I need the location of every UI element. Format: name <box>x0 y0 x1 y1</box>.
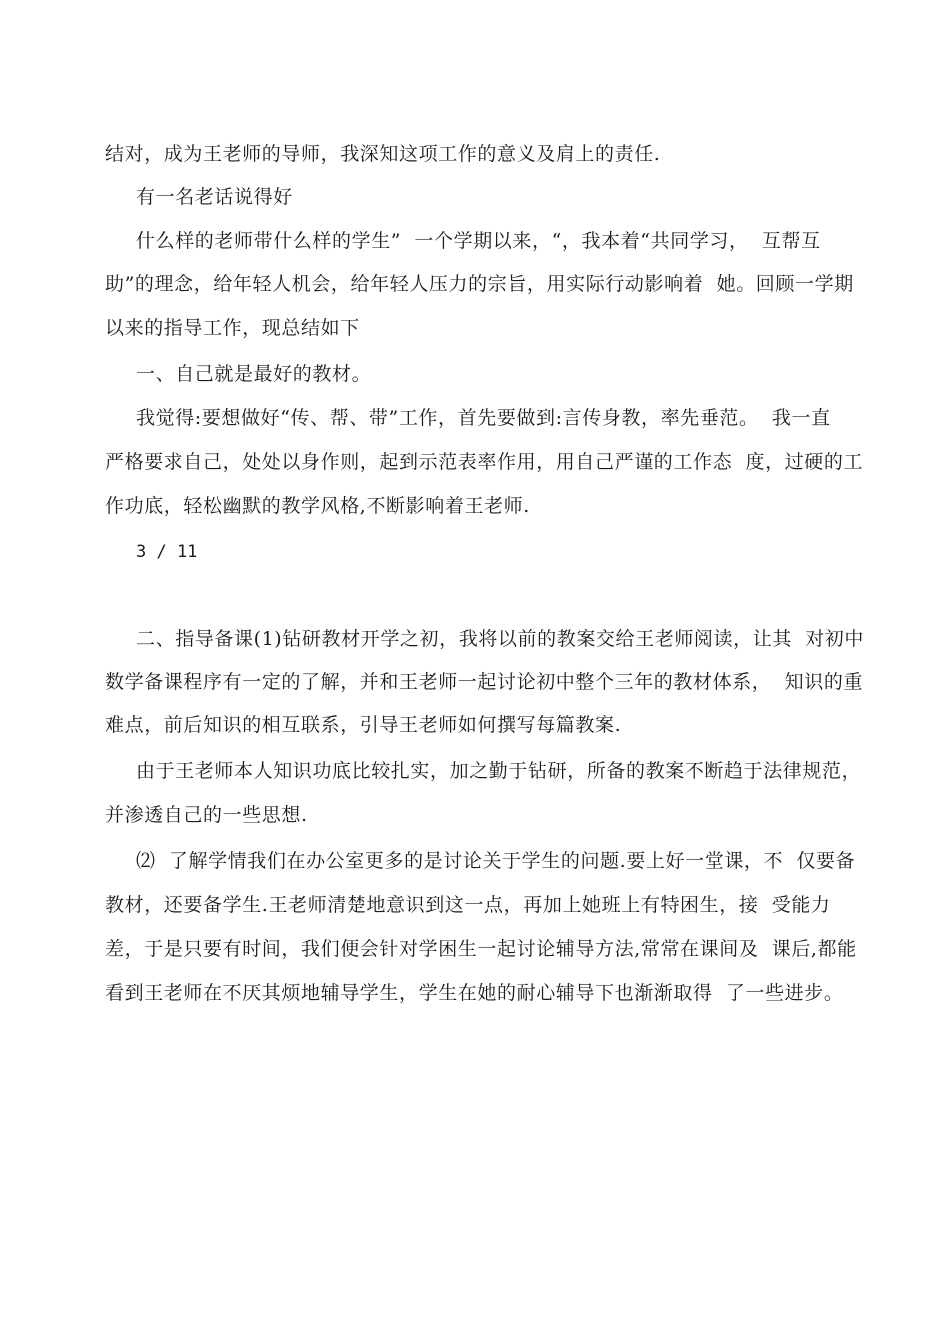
paragraph-line: ⑵ 了解学情我们在办公室更多的是讨论关于学生的问题.要上好一堂课，不 仅要备 <box>136 850 856 872</box>
paragraph-line: 什么样的老师带什么样的学生” 一个学期以来，“，我本着“共同学习， 互帮互 <box>136 230 821 252</box>
paragraph-line: 教材，还要备学生.王老师清楚地意识到这一点，再加上她班上有特困生，接 受能力 <box>105 894 831 916</box>
paragraph-line: 看到王老师在不厌其烦地辅导学生，学生在她的耐心辅导下也渐渐取得 了一些进步。 <box>105 982 844 1004</box>
paragraph-line: 差，于是只要有时间，我们便会针对学困生一起讨论辅导方法,常常在课间及 课后,都能 <box>105 938 857 960</box>
paragraph-line: 由于王老师本人知识功底比较扎实，加之勤于钻研，所备的教案不断趋于法律规范， <box>136 760 862 782</box>
paragraph-line: 并渗透自己的一些思想. <box>105 804 308 826</box>
section-heading: 二、指导备课(1)钻研教材开学之初，我将以前的教案交给王老师阅读，让其 对初中 <box>136 628 864 650</box>
paragraph-line: 以来的指导工作，现总结如下 <box>105 317 360 339</box>
paragraph-line: 我觉得:要想做好“传、帮、带”工作，首先要做到:言传身教，率先垂范。 我一直 <box>136 407 831 429</box>
paragraph-line: 作功底，轻松幽默的教学风格,不断影响着王老师. <box>105 495 530 517</box>
paragraph-line: 数学备课程序有一定的了解，并和王老师一起讨论初中整个三年的教材体系， 知识的重 <box>105 671 864 693</box>
paragraph-line: 结对，成为王老师的导师，我深知这项工作的意义及肩上的责任. <box>105 143 661 165</box>
page-number: 3 / 11 <box>136 542 198 562</box>
section-heading: 一、自己就是最好的教材。 <box>136 363 372 385</box>
paragraph-line: 难点，前后知识的相互联系，引导王老师如何撰写每篇教案. <box>105 714 622 736</box>
paragraph-line: 有一名老话说得好 <box>136 186 293 208</box>
paragraph-line: 严格要求自己，处处以身作则，起到示范表率作用，用自己严谨的工作态 度，过硬的工 <box>105 451 864 473</box>
paragraph-line: 助”的理念，给年轻人机会，给年轻人压力的宗旨，用实际行动影响着 她。回顾一学期 <box>105 273 854 295</box>
